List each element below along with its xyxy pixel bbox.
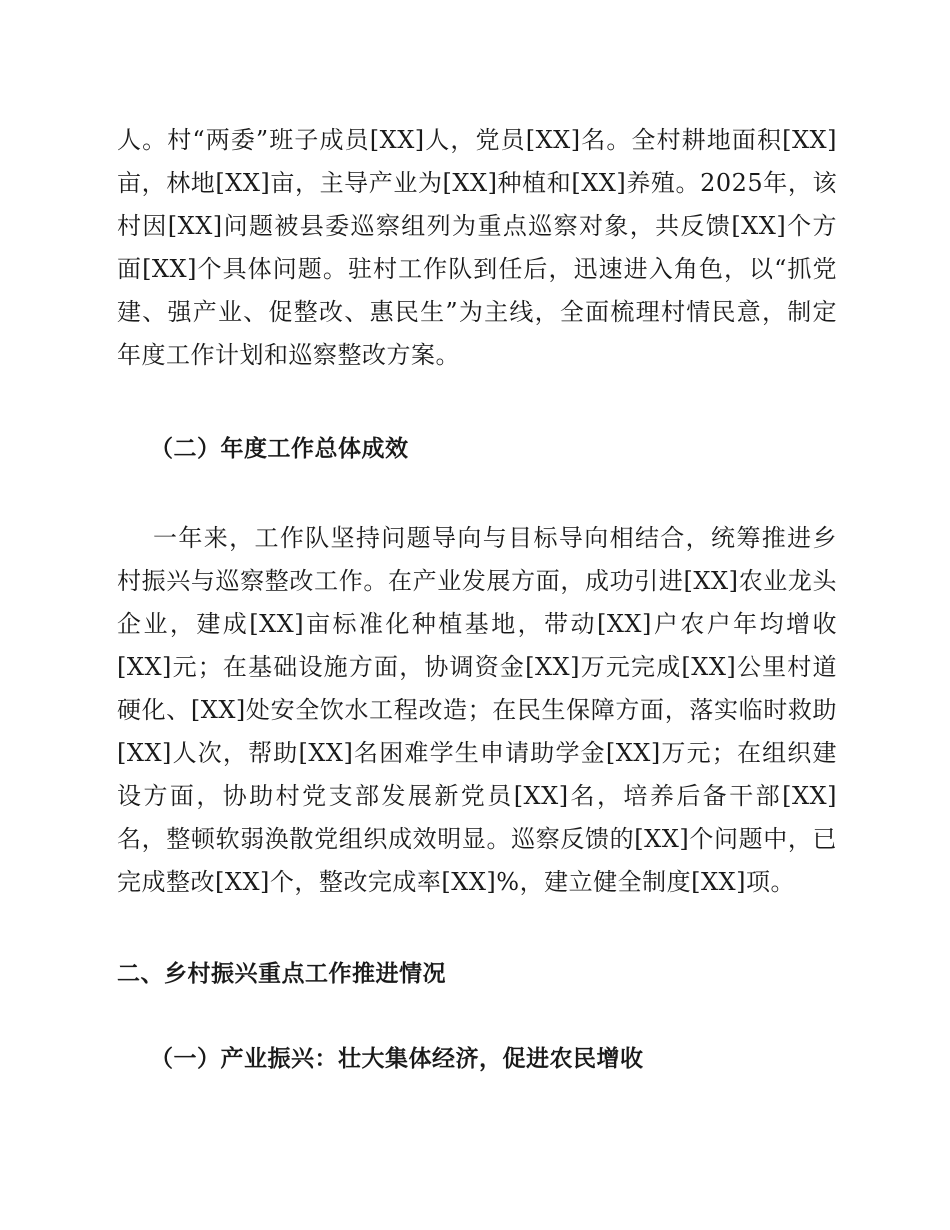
intro-paragraph-continued: 人。村“两委”班子成员[XX]人，党员[XX]名。全村耕地面积[XX]亩，林地[XX]亩，主导产业为[XX]种植和[XX]养殖。2025年，该村因[XX]问题被县委巡察组列为重点巡察对象，共反馈[XX]个方面[XX]个具体问题。驻村工作队到任后，迅速进入角色，以“抓党建、强产业、促整改、惠民生”为主线，全面梳理村情民意，制定年度工作计划和巡察整改方案。 <box>117 126 837 369</box>
section-1-2-heading: （二）年度工作总体成效 <box>150 436 409 462</box>
annual-results-paragraph: 一年来，工作队坚持问题导向与目标导向相结合，统筹推进乡村振兴与巡察整改工作。在产业发展方面，成功引进[XX]农业龙头企业，建成[XX]亩标准化种植基地，带动[XX]户农户年均增收[XX]元；在基础设施方面，协调资金[XX]万元完成[XX]公里村道硬化、[XX]处安全饮水工程改造；在民生保障方面，落实临时救助[XX]人次，帮助[XX]名困难学生申请助学金[XX]万元；在组织建设方面，协助村党支部发展新党员[XX]名，培养后备干部[XX]名，整顿软弱涣散党组织成效明显。巡察反馈的[XX]个问题中，已完成整改[XX]个，整改完成率[XX]%，建立健全制度[XX]项。 <box>117 524 837 896</box>
section-2-1-heading: （一）产业振兴：壮大集体经济，促进农民增收 <box>150 1046 644 1072</box>
section-2-heading: 二、乡村振兴重点工作推进情况 <box>117 961 446 987</box>
